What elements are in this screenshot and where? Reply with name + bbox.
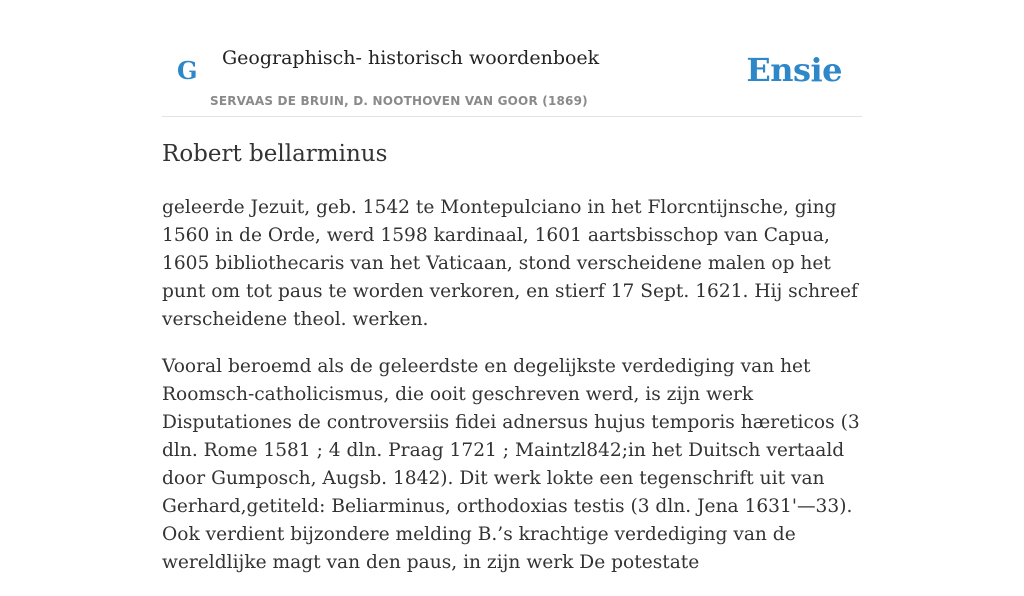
- entry-title: Robert bellarminus: [162, 141, 388, 167]
- entry-body: [162, 194, 862, 577]
- entry-paragraph: Vooral beroemd als de geleerdste en degelijkste verdediging van het Roomsch-catholicismus, die ooit geschreven werd, is zijn werk Disputationes de controversiis fidei adnersus hujus temporis hæreticos (3 dln. Rome 1581 ; 4 dln. Praag 1721 ; Maintzl842;in het Duitsch vertaald door Gumposch, Augsb. 1842). Dit werk lokte een tegenschrift uit van Gerhard,getiteld: Beliarminus, orthodoxias testis (3 dln. Jena 1631'—33). Ook verdient bijzondere melding B.’s krachtige verdediging van de wereldlijke magt van den paus, in zijn werk De potestate: [162, 356, 860, 573]
- site-header: [162, 0, 862, 117]
- entry-content: [162, 132, 862, 596]
- book-title[interactable]: Geographisch- historisch woordenboek: [222, 47, 600, 69]
- entry-paragraph: geleerde Jezuit, geb. 1542 te Montepulciano in het Florcntijnsche, ging 1560 in de Orde, werd 1598 kardinaal, 1601 aartsbisschop van Capua, 1605 bibliothecaris van het Vaticaan, stond verscheidene malen op het punt om tot paus te worden verkoren, en stierf 17 Sept. 1621. Hij schreef verscheidene theol. werken.: [162, 197, 858, 330]
- ensie-logo[interactable]: Ensie: [746, 51, 842, 89]
- book-authors: SERVAAS DE BRUIN, D. NOOTHOVEN VAN GOOR (1869): [210, 94, 588, 108]
- book-logo-icon[interactable]: G: [177, 56, 198, 85]
